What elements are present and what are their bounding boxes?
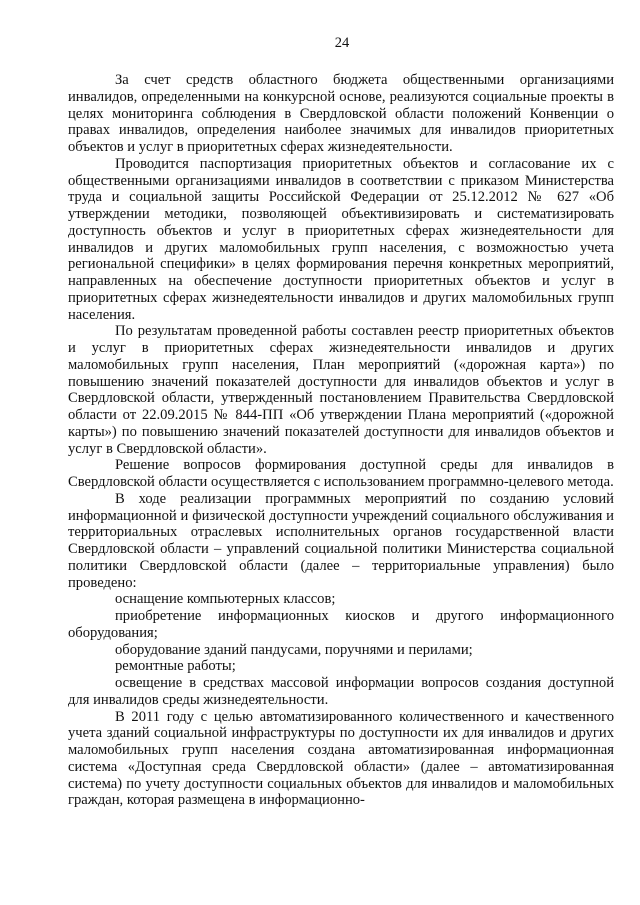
paragraph: В 2011 году с целью автоматизированного количественного и качественного учета зданий социальной инфраструктуры по доступности их для инвалидов и других маломобильных групп населения создана автоматизированная информационная система «Доступная среда Свердловской области» (далее – автоматизированная система) по учету доступности социальных объектов для инвалидов и маломобильных граждан, которая размещена в информационно- bbox=[68, 708, 614, 809]
paragraph: Проводится паспортизация приоритетных объектов и согласование их с общественными организациями инвалидов в соответствии с приказом Министерства труда и социальной защиты Российской Федерации от 25.12.2012 № 627 «Об утверждении методики, позволяющей объективизировать и систематизировать доступность объектов и услуг в приоритетных сферах жизнедеятельности для инвалидов и других маломобильных групп населения, с возможностью учета региональной специфики» в целях формирования перечня конкретных мероприятий, направленных на обеспечение доступности приоритетных объектов и услуг в приоритетных сферах жизнедеятельности инвалидов и других маломобильных групп населения. bbox=[68, 155, 614, 323]
paragraph: За счет средств областного бюджета общественными организациями инвалидов, определенными на конкурсной основе, реализуются социальные проекты в целях мониторинга соблюдения в Свердловской области положений Конвенции о правах инвалидов, определения наиболее значимых для инвалидов приоритетных объектов и услуг в приоритетных сферах жизнедеятельности. bbox=[68, 72, 614, 155]
list-item: ремонтные работы; bbox=[115, 658, 236, 675]
document-body bbox=[68, 72, 614, 809]
paragraph: В ходе реализации программных мероприятий по созданию условий информационной и физической доступности учреждений социального обслуживания и территориальных отраслевых исполнительных органов государственной власти Свердловской области – управлений социальной политики Министерства социальной политики Свердловской области (далее – территориальные управления) было проведено: bbox=[68, 490, 614, 591]
paragraph: Решение вопросов формирования доступной среды для инвалидов в Свердловской области осуществляется с использованием программно-целевого метода. bbox=[68, 457, 614, 490]
list-item: приобретение информационных киосков и другого информационного оборудования; bbox=[68, 608, 614, 641]
list-item: оборудование зданий пандусами, поручнями и перилами; bbox=[115, 641, 473, 658]
page-number: 24 bbox=[334, 35, 350, 51]
list-item: оснащение компьютерных классов; bbox=[115, 591, 336, 608]
paragraph: По результатам проведенной работы составлен реестр приоритетных объектов и услуг в приоритетных сферах жизнедеятельности инвалидов и других маломобильных групп населения, План мероприятий («дорожная карта») по повышению значений показателей доступности для инвалидов объектов и услуг в Свердловской области, утвержденный постановлением Правительства Свердловской области от 22.09.2015 № 844-ПП «Об утверждении Плана мероприятий («дорожной карты») по повышению значений показателей доступности для инвалидов объектов и услуг в Свердловской области». bbox=[68, 323, 614, 457]
list-item: освещение в средствах массовой информации вопросов создания доступной для инвалидов среды жизнедеятельности. bbox=[68, 675, 614, 708]
